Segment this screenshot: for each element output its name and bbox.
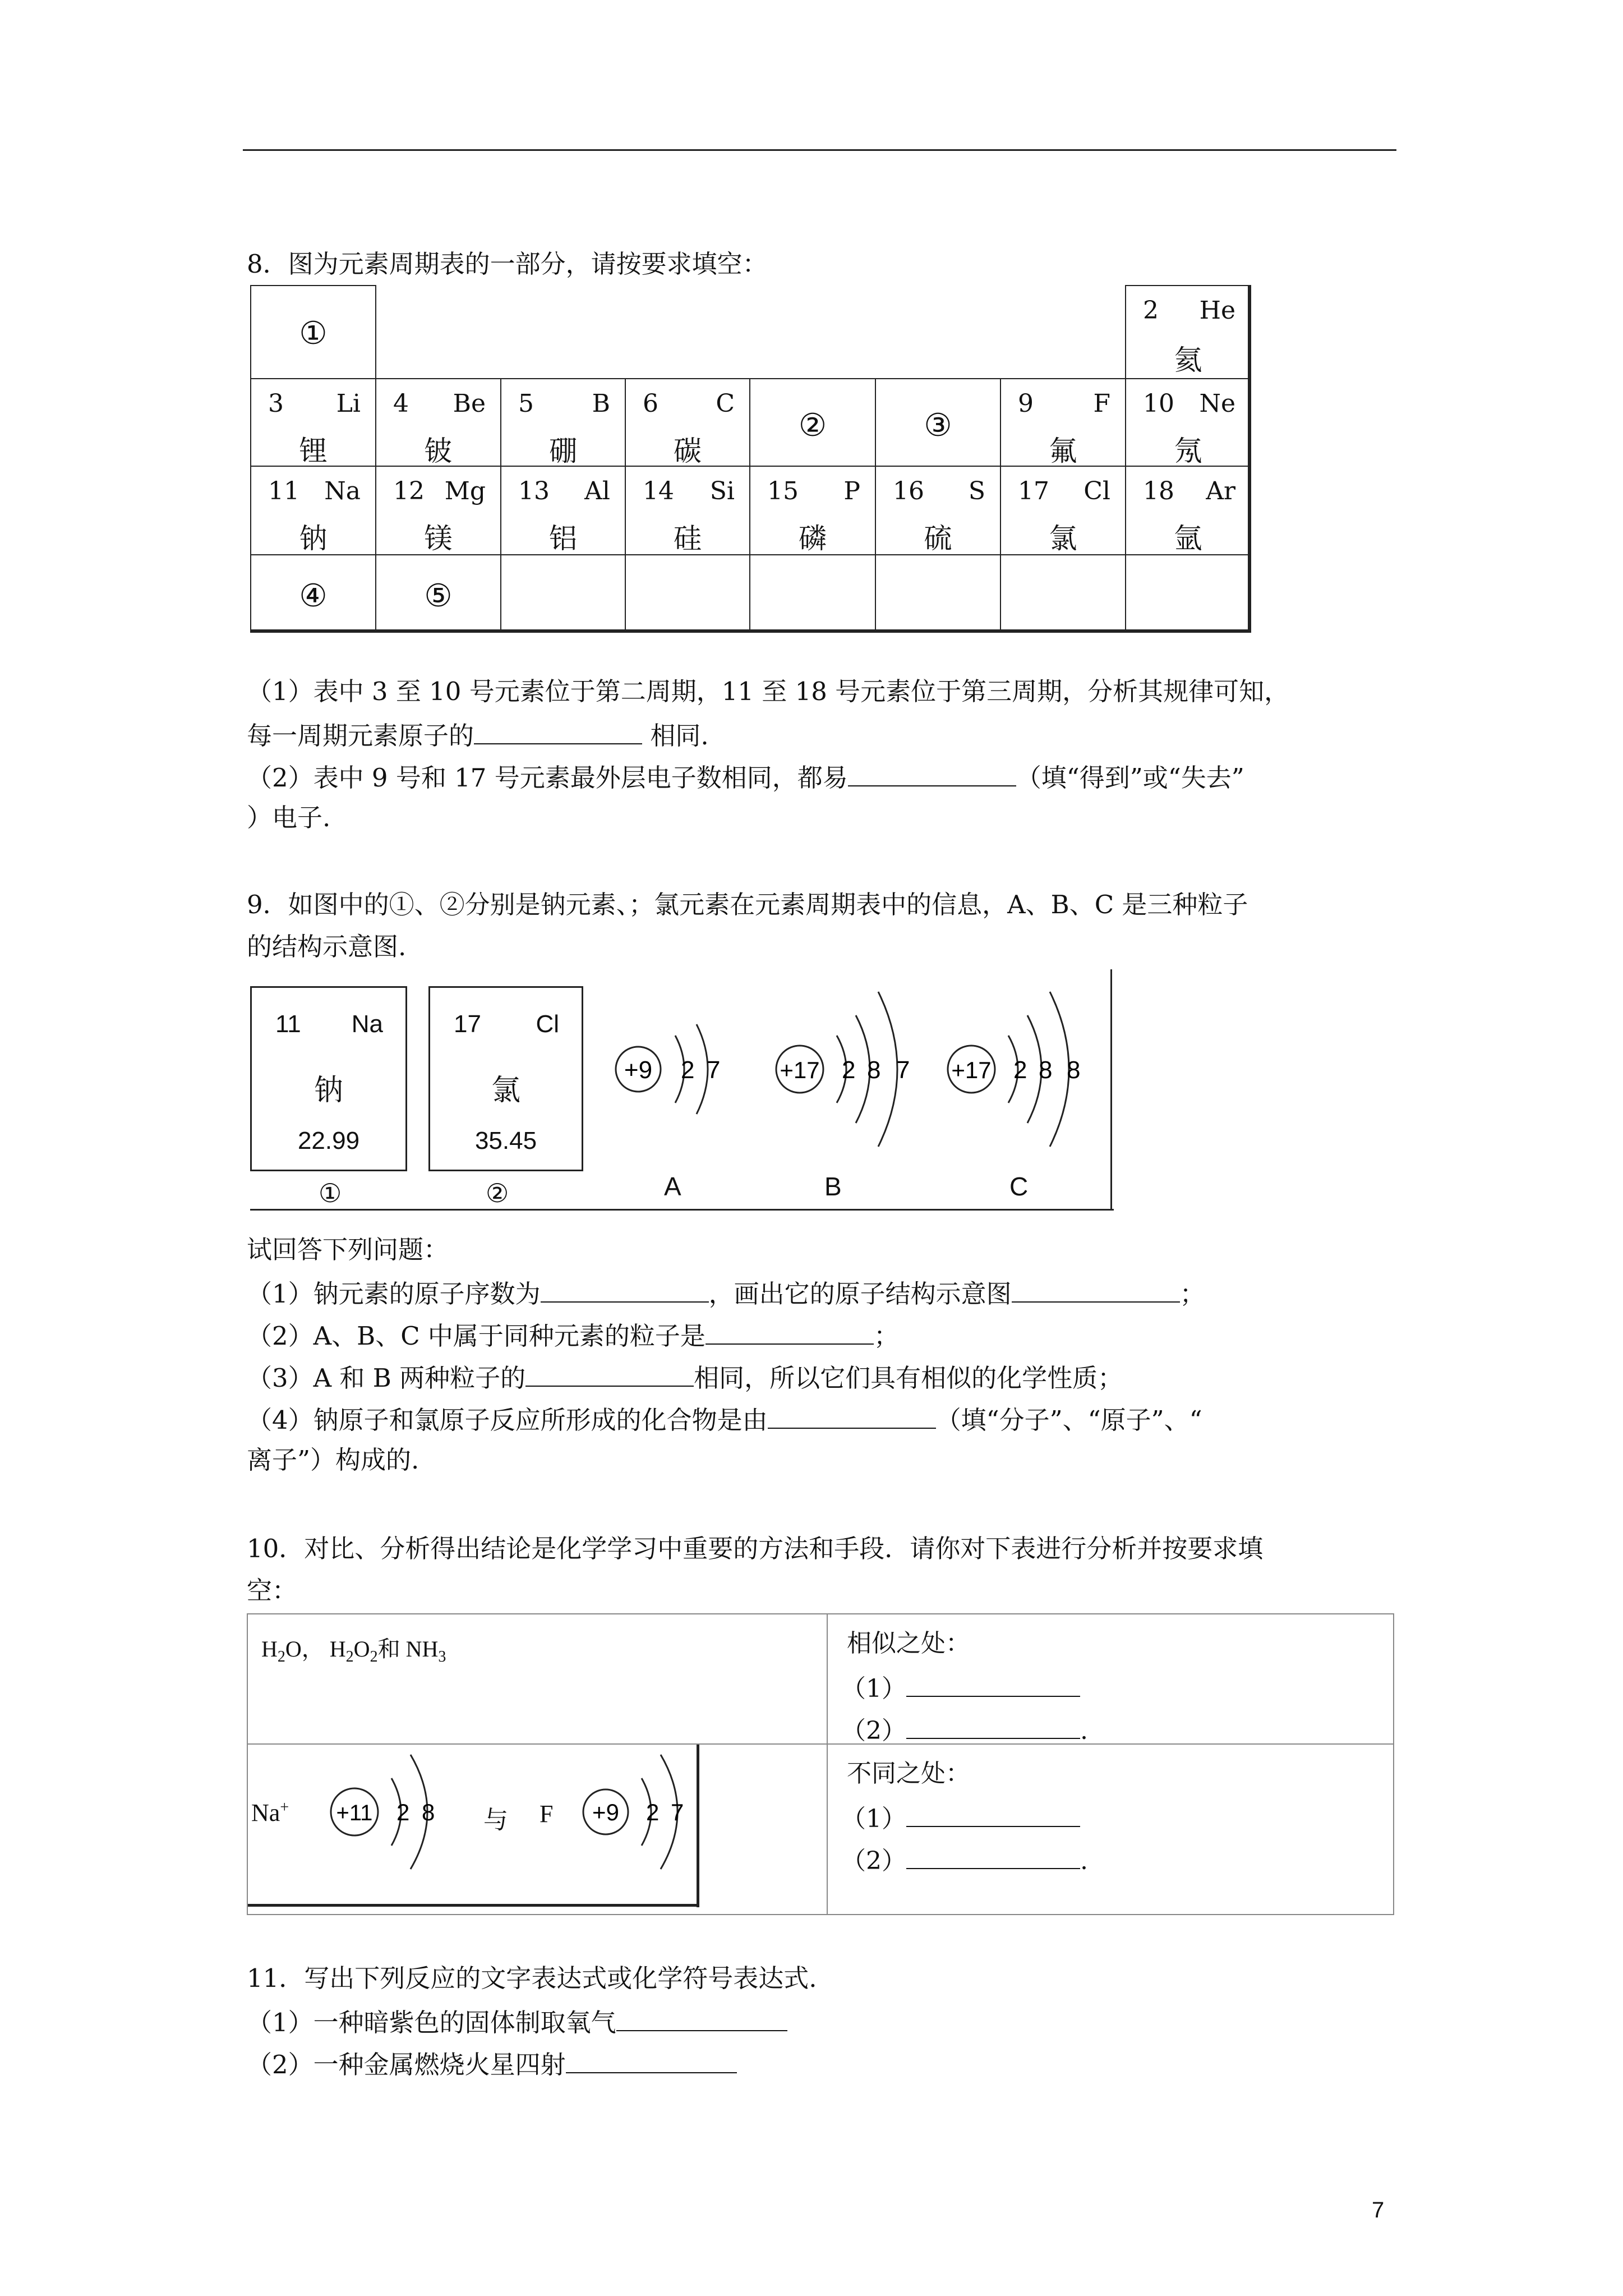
- cell-c: 6 C 碳: [625, 378, 750, 467]
- cell-ar: 18 Ar 氩: [1125, 466, 1251, 555]
- shell-electrons: 7: [896, 1056, 910, 1084]
- cell-cl: 17 Cl 氯: [1000, 466, 1126, 555]
- table-divider: [827, 1614, 828, 1914]
- shell-electrons: 8: [1039, 1056, 1053, 1084]
- cell-si: 14 Si 硅: [625, 466, 750, 555]
- q9-figure: [250, 969, 1114, 1213]
- q11-part1: （1）一种暗紫色的固体制取氧气: [247, 2008, 787, 2035]
- comparison-word: 与: [483, 1806, 508, 1834]
- atom-b-diagram: [772, 969, 951, 1154]
- label-c: C: [1009, 1172, 1029, 1201]
- label-a: A: [664, 1172, 681, 1201]
- label-2: ②: [486, 1179, 509, 1208]
- cell-empty: [749, 554, 876, 633]
- diff-item-1: （1）: [841, 1803, 1080, 1832]
- q9-title-line2: 的结构示意图.: [247, 932, 407, 961]
- q9-intro: 试回答下列问题：: [247, 1235, 449, 1264]
- cell-empty: [875, 554, 1001, 633]
- answer-blank[interactable]: [541, 1279, 709, 1303]
- cell-al: 13 Al 铝: [500, 466, 626, 555]
- q9-part2: （2）A、B、C 中属于同种元素的粒子是 ；: [247, 1321, 899, 1351]
- cell-b: 5 B 硼: [500, 378, 626, 467]
- answer-blank[interactable]: [848, 763, 1016, 786]
- nucleus-charge: +9: [624, 1056, 653, 1084]
- nucleus-charge: +17: [780, 1057, 820, 1083]
- q8-part1-line2: 每一周期元素原子的 相同.: [247, 721, 709, 751]
- cell-ne: 10 Ne 氖: [1125, 378, 1251, 467]
- atom-c-diagram: [943, 969, 1112, 1154]
- answer-blank[interactable]: [906, 1673, 1080, 1697]
- q9-part4-line2: 离子”）构成的.: [247, 1445, 419, 1475]
- answer-blank[interactable]: [474, 721, 642, 744]
- cell-empty: [1000, 554, 1126, 633]
- q10-title-line2: 空：: [247, 1576, 298, 1605]
- electron-shell: [697, 1024, 708, 1114]
- shell-electrons: 2: [842, 1056, 856, 1084]
- shell-electrons: 2: [396, 1799, 410, 1825]
- formula-list: $H_2O$， $H_2O_2$和 $NH_3$: [261, 1636, 446, 1665]
- chlorine-card: 17 Cl 氯 35.45: [428, 986, 583, 1171]
- q8-part1-line1: （1）表中 3 至 10 号元素位于第二周期，11 至 18 号元素位于第三周期，分析其规律可知，: [247, 677, 1290, 706]
- shell-electrons: 2: [681, 1056, 695, 1084]
- shell-electrons: 7: [707, 1056, 721, 1084]
- diff-item-2: （2） .: [841, 1847, 1088, 1875]
- shell-electrons: 2: [1013, 1056, 1027, 1084]
- answer-blank[interactable]: [616, 2008, 787, 2031]
- shell-electrons: 2: [646, 1799, 660, 1825]
- atom-a-diagram: [611, 969, 791, 1154]
- cell-li: 3 Li 锂: [250, 378, 376, 467]
- label-b: B: [824, 1172, 842, 1201]
- electron-shell: [878, 992, 897, 1147]
- q11-part2: （2）一种金属燃烧火星四射: [247, 2050, 737, 2077]
- f-atom-diagram: [579, 1745, 699, 1902]
- answer-blank[interactable]: [566, 2050, 737, 2073]
- shell-electrons: 8: [422, 1799, 435, 1825]
- q9-part1: （1）钠元素的原子序数为 ，画出它的原子结构示意图 ；: [247, 1279, 1205, 1309]
- nucleus-charge: +17: [951, 1057, 992, 1083]
- page-number: 7: [1372, 2198, 1385, 2223]
- similar-item-2: （2） .: [841, 1717, 1088, 1745]
- sodium-card: 11 Na 钠 22.99: [250, 986, 407, 1171]
- cell-he: 2 He 氦: [1125, 285, 1251, 379]
- periodic-table: [250, 285, 1254, 633]
- f-atom-label: F: [540, 1800, 554, 1828]
- q8-part2-line2: ）电子.: [247, 803, 331, 832]
- header-rule: [243, 149, 1396, 151]
- cell-be: 4 Be 铍: [375, 378, 501, 467]
- q9-part3: （3）A 和 B 两种粒子的 相同，所以它们具有相似的化学性质；: [247, 1363, 1123, 1393]
- answer-blank[interactable]: [906, 1715, 1080, 1739]
- q8-part2-line1: （2）表中 9 号和 17 号元素最外层电子数相同，都易 （填“得到”或“失去”: [247, 763, 1244, 793]
- cell-mark-5: ⑤: [375, 554, 501, 633]
- label-1: ①: [319, 1179, 342, 1208]
- cell-s: 16 S 硫: [875, 466, 1001, 555]
- cell-mark-4: ④: [250, 554, 376, 633]
- q11-title: 11．写出下列反应的文字表达式或化学符号表达式.: [247, 1963, 817, 1993]
- cell-empty: [625, 554, 750, 633]
- q9-part4-line1: （4）钠原子和氯原子反应所形成的化合物是由 （填“分子”、“原子”、“: [247, 1405, 1202, 1435]
- cell-empty: [500, 554, 626, 633]
- answer-blank[interactable]: [525, 1363, 694, 1387]
- na-ion-label: Na+: [251, 1798, 289, 1826]
- similar-item-1: （1）: [841, 1673, 1080, 1701]
- nucleus-charge: +9: [592, 1799, 619, 1825]
- ion-atom-figure: [248, 1745, 702, 1915]
- q8-title: 8．图为元素周期表的一部分，请按要求填空：: [247, 249, 768, 279]
- q10-title-line1: 10．对比、分析得出结论是化学学习中重要的方法和手段．请你对下表进行分析并按要求填: [247, 1534, 1264, 1563]
- cell-f: 9 F 氟: [1000, 378, 1126, 467]
- shell-electrons: 7: [671, 1799, 684, 1825]
- figure-bottom-edge: [248, 1904, 699, 1907]
- answer-blank[interactable]: [906, 1846, 1080, 1869]
- cell-mark-2: ②: [749, 378, 876, 467]
- electron-shell: [1050, 992, 1069, 1147]
- answer-blank[interactable]: [706, 1321, 874, 1345]
- figure-baseline: [250, 1209, 1114, 1211]
- cell-mark-3: ③: [875, 378, 1001, 467]
- diff-heading: 不同之处：: [847, 1759, 970, 1788]
- comparison-table: [247, 1613, 1394, 1915]
- cell-mg: 12 Mg 镁: [375, 466, 501, 555]
- nucleus-charge: +11: [336, 1801, 373, 1825]
- shell-electrons: 8: [1067, 1056, 1081, 1084]
- cell-empty: [1125, 554, 1251, 633]
- answer-blank[interactable]: [1012, 1279, 1180, 1303]
- answer-blank[interactable]: [768, 1405, 936, 1429]
- cell-na: 11 Na 钠: [250, 466, 376, 555]
- na-ion-diagram: [326, 1745, 472, 1902]
- q9-title-line1: 9．如图中的①、②分别是钠元素、；氯元素在元素周期表中的信息，A、B、C 是三种粒子: [247, 890, 1248, 919]
- cell-mark-1: ①: [250, 285, 376, 379]
- shell-electrons: 8: [867, 1056, 881, 1084]
- cell-p: 15 P 磷: [749, 466, 876, 555]
- answer-blank[interactable]: [906, 1803, 1080, 1827]
- similar-heading: 相似之处：: [847, 1629, 970, 1658]
